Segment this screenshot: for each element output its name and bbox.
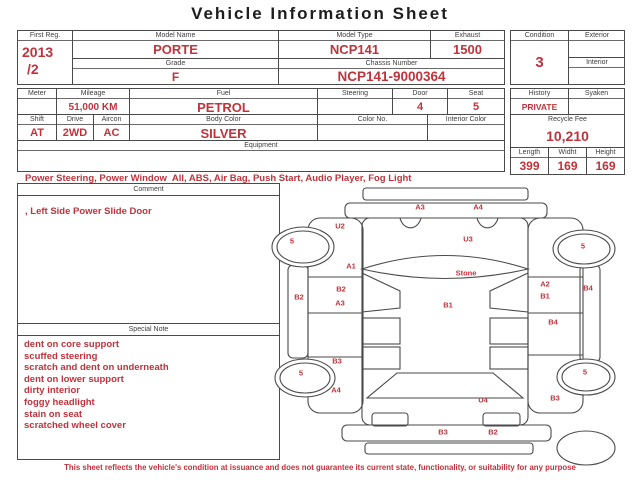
drive-label: Drive [57,115,93,125]
diagram-label-b2: B2 [488,427,498,437]
grade-cell [73,59,279,84]
body-color-label: Body Color [130,115,317,125]
fuel-label: Fuel [130,89,317,99]
exhaust-cell [431,31,504,59]
mileage-value: 51,000 KM [68,101,118,113]
condition-box [510,30,625,85]
diagram-label-b1: B1 [540,291,550,301]
page-title: Vehicle Information Sheet [191,4,449,23]
special-note-item: scratched wheel cover [24,420,126,432]
diagram-label-a2: A2 [540,279,550,289]
fuel-value: PETROL [197,99,250,115]
special-note-item: scratch and dent on underneath [24,362,169,374]
car-left-front-window [362,273,400,312]
car-windshield [362,256,528,279]
model-type-cell [279,31,431,59]
mileage-cell [57,89,130,115]
front-left-wheel [277,231,329,263]
recycle-fee-value: 10,210 [546,127,589,144]
drive-value: 2WD [62,127,88,139]
diagram-label-b2: B2 [336,284,346,294]
special-note-item: stain on seat [24,408,83,420]
special-note-item: dent on lower support [24,373,124,385]
diagram-label-a1: A1 [346,261,356,271]
diagram-label-5: 5 [582,367,588,377]
chassis-number-value: NCP141-9000364 [337,69,446,84]
comment-label: Comment [133,186,164,193]
door-cell [393,89,448,115]
special-note-item: scuffed steering [24,350,98,362]
model-name-cell [73,31,279,59]
comment-value [18,196,279,200]
exterior-label: Exterior [569,31,625,41]
drive-cell [57,115,94,141]
shift-label: Shift [18,115,56,125]
chassis-number-label: Chassis Number [279,59,504,69]
special-note-label: Special Note [128,326,169,333]
height-value: 169 [595,159,616,173]
first-reg-cell [18,31,73,84]
meter-label: Meter [18,89,56,99]
first-reg-value-line2: /2 [27,61,39,77]
steering-label: Steering [318,89,392,99]
width-cell [549,148,587,174]
condition-value: 3 [535,53,544,71]
width-value: 169 [557,159,578,173]
fuel-cell [130,89,318,115]
history-label: History [511,89,568,99]
special-note-list [18,336,279,459]
special-note-item: dirty interior [24,385,80,397]
diagram-label-u4: U4 [478,395,488,405]
car-right-quarter-window [490,347,528,369]
diagram-label-5: 5 [289,236,295,246]
car-outline-svg [270,185,640,475]
identity-table [17,30,505,85]
model-type-value: NCP141 [329,42,380,57]
car-damage-diagram [270,185,640,475]
interior-label: Interior [569,58,625,68]
equipment-header [18,141,504,150]
seat-label: Seat [448,89,504,99]
door-label: Door [393,89,447,99]
aircon-value: AC [103,127,120,139]
car-right-front-window [490,273,528,312]
exhaust-label: Exhaust [431,31,504,41]
model-name-label: Model Name [73,31,278,41]
first-reg-label: First Reg. [18,31,72,41]
diagram-label-5: 5 [298,368,304,378]
diagram-label-5: 5 [580,241,586,251]
equipment-line1: Power Steering, Power Window All, ABS, Air Bag, Push Start, Audio Player, Fog Light [25,173,412,184]
car-front-top-strip [363,188,528,200]
grade-label: Grade [73,59,278,69]
diagram-label-u2: U2 [335,221,345,231]
exhaust-value: 1500 [453,42,482,57]
recycle-fee-cell [511,115,624,148]
comment-body [18,196,279,323]
meter-cell [18,89,57,115]
car-rear-bottom-strip [365,443,533,454]
car-right-headlight-arc [477,218,498,228]
diagram-label-b3: B3 [550,393,560,403]
car-body-top-view [362,218,528,425]
car-front-bumper [345,203,547,218]
condition-cell [511,31,569,84]
steering-cell [318,89,393,115]
interior-color-cell [428,115,504,141]
history-cell [511,89,569,115]
model-name-value: PORTE [153,42,198,57]
car-left-rear-window [362,318,400,344]
car-left-headlight-arc [400,218,421,228]
interior-color-label: Interior Color [428,115,504,125]
model-type-label: Model Type [279,31,430,41]
exterior-value [569,41,625,57]
mileage-label: Mileage [57,89,129,99]
interior-value [569,68,625,83]
height-label: Height [587,148,624,158]
height-cell [587,148,624,174]
car-right-tail-light [483,413,520,426]
diagram-label-a4: A4 [473,202,483,212]
shift-cell [18,115,57,141]
car-left-tail-light [372,413,408,426]
diagram-label-b2: B2 [294,292,304,302]
door-value: 4 [416,101,424,113]
aircon-label: Aircon [94,115,129,125]
body-color-value: SILVER [200,125,247,141]
color-no-cell [318,115,428,141]
seat-cell [448,89,504,115]
car-left-quarter-window [362,347,400,369]
car-left-sill [288,265,308,358]
diagram-label-b3: B3 [438,427,448,437]
first-reg-value-line1: 2013 [22,44,54,60]
exterior-cell [569,31,625,58]
diagram-label-b1: B1 [443,300,453,310]
diagram-label-stone: Stone [455,268,477,278]
comment-note-box [17,183,280,460]
diagram-label-b3: B3 [332,356,342,366]
length-cell [511,148,549,174]
spare-wheel [557,431,615,465]
color-no-label: Color No. [318,115,427,125]
equipment-line2: , Left Side Power Slide Door [25,206,152,217]
diagram-label-a3: A3 [415,202,425,212]
car-right-rear-window [490,318,528,344]
diagram-label-b4: B4 [583,283,593,293]
special-note-item: dent on core support [24,339,119,350]
diagram-label-a4: A4 [331,385,341,395]
chassis-number-cell [279,59,504,84]
special-note-item: foggy headlight [24,396,95,408]
diagram-label-a3: A3 [335,298,345,308]
recycle-fee-label: Recycle Fee [548,116,587,123]
equipment-label: Equipment [18,141,504,151]
history-value: PRIVATE [521,102,558,112]
seat-value: 5 [472,101,480,113]
disclaimer-text: This sheet reflects the vehicle's condition at issuance and does not guarantee its current state, functionality, or suitability for any purpose [64,463,576,472]
interior-cell [569,58,625,84]
diagram-label-u3: U3 [463,234,473,244]
car-rear-window [367,373,523,398]
rear-left-wheel [280,363,330,393]
diagram-label-b4: B4 [548,317,558,327]
body-color-cell [130,115,318,141]
length-value: 399 [519,159,540,173]
aircon-cell [94,115,130,141]
history-box [510,88,625,175]
syaken-label: Syaken [569,89,624,99]
condition-label: Condition [511,31,568,41]
grade-value: F [171,69,180,84]
syaken-cell [569,89,624,115]
width-label: Widht [549,148,586,158]
length-label: Length [511,148,548,158]
shift-value: AT [30,127,44,139]
